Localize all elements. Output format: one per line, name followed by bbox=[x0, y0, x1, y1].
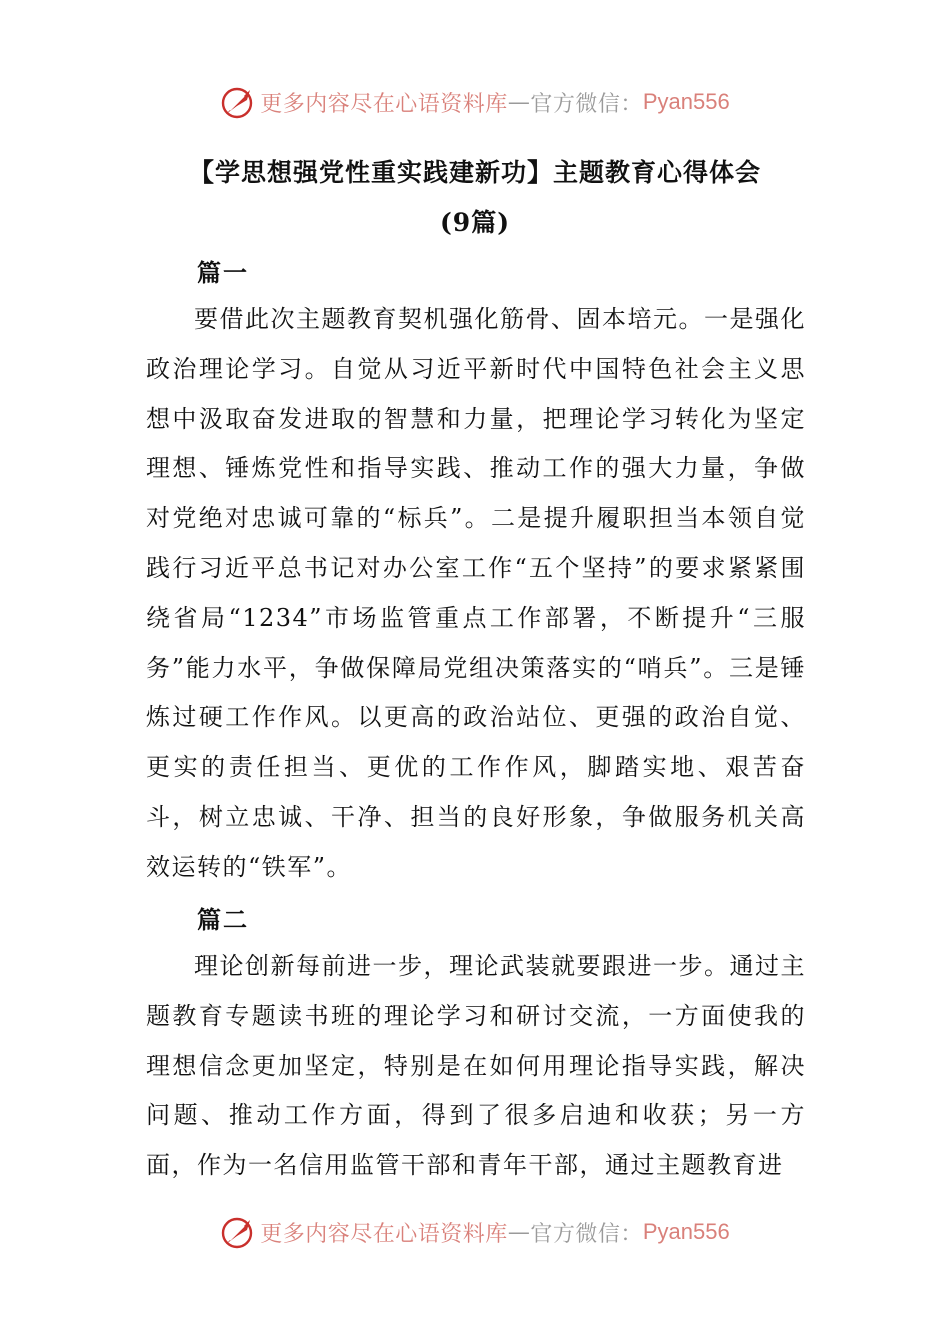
document-title: 【学思想强党性重实践建新功】主题教育心得体会 bbox=[188, 158, 761, 187]
banner-official-label: 官方微信： bbox=[530, 91, 643, 117]
banner-official-label: 官方微信： bbox=[530, 1221, 643, 1247]
banner-wechat-id: Pyan556 bbox=[642, 1219, 730, 1244]
section-heading-1: 篇一 bbox=[197, 258, 249, 287]
footer-watermark-banner bbox=[0, 1212, 950, 1252]
banner-prefix: 更多内容尽在心语资料库 bbox=[260, 1221, 508, 1247]
banner-dash: — bbox=[507, 1219, 531, 1245]
banner-wechat-id: Pyan556 bbox=[642, 89, 730, 114]
quill-logo-icon bbox=[220, 1214, 256, 1250]
banner-prefix: 更多内容尽在心语资料库 bbox=[260, 91, 508, 117]
header-watermark-banner bbox=[0, 82, 950, 122]
section-paragraph-2: 理论创新每前进一步，理论武装就要跟进一步。通过主题教育专题读书班的理论学习和研讨交流，一方面使我的理想信念更加坚定，特别是在如何用理论指导实践，解决问题、推动工作方面，得到了很多启迪和收获；另一方面，作为一名信用监管干部和青年干部，通过主题教育进 bbox=[146, 952, 806, 1180]
document-subtitle: (9篇) bbox=[439, 208, 511, 237]
section-paragraph-1: 要借此次主题教育契机强化筋骨、固本培元。一是强化政治理论学习。自觉从习近平新时代中国特色社会主义思想中汲取奋发进取的智慧和力量，把理论学习转化为坚定理想、锤炼党性和指导实践、推动工作的强大力量，争做对党绝对忠诚可靠的“标兵”。二是提升履职担当本领自觉践行习近平总书记对办公室工作“五个坚持”的要求紧紧围绕省局“1234”市场监管重点工作部署，不断提升“三服务”能力水平，争做保障局党组决策落实的“哨兵”。三是锤炼过硬工作作风。以更高的政治站位、更强的政治自觉、更实的责任担当、更优的工作作风，脚踏实地、艰苦奋斗，树立忠诚、干净、担当的良好形象，争做服务机关高效运转的“铁军”。 bbox=[146, 305, 806, 881]
quill-logo-icon bbox=[220, 84, 256, 120]
section-heading-2: 篇二 bbox=[197, 905, 249, 934]
banner-dash: — bbox=[507, 89, 531, 115]
